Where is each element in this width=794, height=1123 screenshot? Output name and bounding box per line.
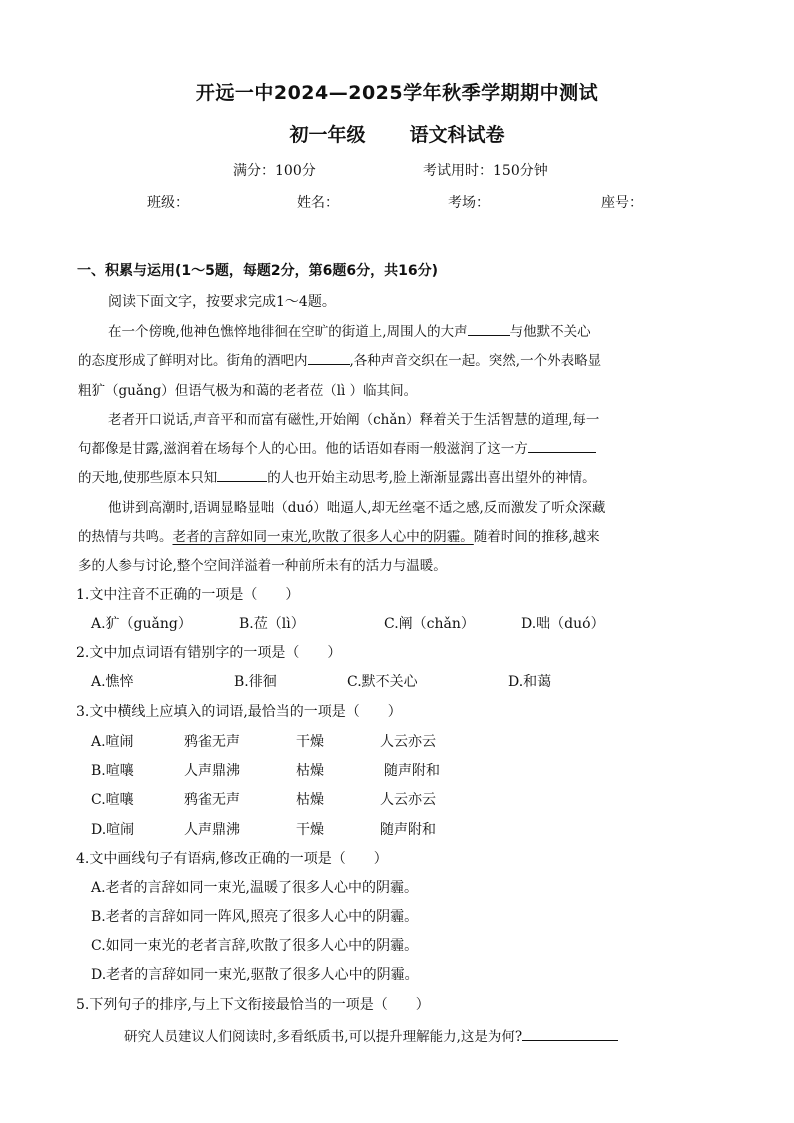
q3-option-word: 人声鼎沸 xyxy=(184,822,240,838)
passage-line: 粗犷（guǎng）但语气极为和蔼的老者莅（lì ）临其间。 xyxy=(78,383,418,399)
question-3: 3.文中横线上应填入的词语,最恰当的一项是（ ） xyxy=(76,704,402,720)
q3-option-label: C.喧嚷 xyxy=(91,792,134,808)
subject-label: 语文科试卷 xyxy=(409,124,505,146)
q1-option-b: B.莅（lì） xyxy=(239,616,305,632)
passage-line: 多的人参与讨论,整个空间洋溢着一种前所未有的活力与温暖。 xyxy=(78,558,447,574)
full-score: 满分：100分 xyxy=(233,163,316,179)
passage-line: 的态度形成了鲜明对比。街角的酒吧内 ,各种声音交织在一起。突然,一个外表略显 xyxy=(78,349,601,369)
section-heading: 一、积累与运用(1～5题，每题2分，第6题6分，共16分) xyxy=(77,263,438,279)
q4-option-a: A.老者的言辞如同一束光,温暖了很多人心中的阴霾。 xyxy=(91,880,419,896)
q4-option-b: B.老者的言辞如同一阵风,照亮了很多人心中的阴霾。 xyxy=(91,909,419,925)
passage-line: 他讲到高潮时,语调显略显咄（duó）咄逼人,却无丝毫不适之感,反而激发了听众深藏 xyxy=(108,500,606,516)
answer-blank xyxy=(468,321,510,336)
exam-time: 考试用时：150分钟 xyxy=(423,163,548,179)
q1-option-a: A.犷（guǎng） xyxy=(91,616,192,632)
q3-option-word: 鸦雀无声 xyxy=(184,792,240,808)
question-1: 1.文中注音不正确的一项是（ ） xyxy=(76,587,300,603)
exam-subtitle xyxy=(0,120,794,147)
q3-option-word: 干燥 xyxy=(296,822,324,838)
q3-option-word: 枯燥 xyxy=(296,763,324,779)
q2-option-c: C.默不关心 xyxy=(347,674,418,690)
class-field: 班级： xyxy=(147,195,189,211)
grade-label: 初一年级 xyxy=(289,124,366,146)
q2-option-a: A.憔悴 xyxy=(91,674,134,690)
q3-option-word: 人声鼎沸 xyxy=(184,763,240,779)
passage-line: 句都像是甘露,滋润着在场每个人的心田。他的话语如春雨一般滋润了这一方 xyxy=(78,437,596,457)
q3-option-word: 干燥 xyxy=(296,734,324,750)
q3-option-word: 鸦雀无声 xyxy=(184,734,240,750)
exam-title: 开远一中2024—2025学年秋季学期期中测试 xyxy=(195,82,599,104)
reading-intro: 阅读下面文字，按要求完成1～4题。 xyxy=(108,294,336,310)
answer-blank xyxy=(528,438,596,453)
passage-line: 在一个傍晚,他神色憔悴地徘徊在空旷的街道上,周围人的大声 与他默不关心 xyxy=(108,320,591,340)
q3-option-label: D.喧闹 xyxy=(91,822,135,838)
q3-option-word: 人云亦云 xyxy=(380,792,436,808)
q3-option-word: 人云亦云 xyxy=(380,734,436,750)
name-field: 姓名： xyxy=(297,195,339,211)
room-field: 考场： xyxy=(448,195,490,211)
q3-option-word: 随声附和 xyxy=(380,822,436,838)
q1-option-d: D.咄（duó） xyxy=(521,616,605,632)
q4-option-d: D.老者的言辞如同一束光,驱散了很多人心中的阴霾。 xyxy=(91,967,419,983)
answer-blank xyxy=(308,350,350,365)
passage-line: 的热情与共鸣。老者的言辞如同一束光,吹散了很多人心中的阴霾。随着时间的推移,越来 xyxy=(78,529,600,545)
q1-option-c: C.阐（chǎn） xyxy=(384,616,475,632)
passage-line: 老者开口说话,声音平和而富有磁性,开始阐（chǎn）释着关于生活智慧的道理,每一 xyxy=(108,412,600,428)
q3-option-word: 枯燥 xyxy=(296,792,324,808)
q2-option-d: D.和蔼 xyxy=(508,674,552,690)
q3-option-label: B.喧嚷 xyxy=(91,763,134,779)
answer-blank xyxy=(217,467,267,482)
question-4: 4.文中画线句子有语病,修改正确的一项是（ ） xyxy=(76,851,388,867)
answer-blank xyxy=(522,1026,618,1041)
q2-option-b: B.徘徊 xyxy=(234,674,277,690)
q5-text: 研究人员建议人们阅读时,多看纸质书,可以提升理解能力,这是为何? xyxy=(124,1025,618,1045)
q3-option-word: 随声附和 xyxy=(384,763,440,779)
q4-option-c: C.如同一束光的老者言辞,吹散了很多人心中的阴霾。 xyxy=(91,938,419,954)
q3-option-label: A.喧闹 xyxy=(91,734,134,750)
underlined-sentence: 老者的言辞如同一束光,吹散了很多人心中的阴霾。 xyxy=(172,529,474,545)
question-2: 2.文中加点词语有错别字的一项是（ ） xyxy=(76,645,342,661)
passage-line: 的天地,使那些原本只知 的人也开始主动思考,脸上渐渐显露出喜出望外的神情。 xyxy=(78,466,596,486)
question-5: 5.下列句子的排序,与上下文衔接最恰当的一项是（ ） xyxy=(76,997,430,1013)
seat-field: 座号： xyxy=(601,195,643,211)
